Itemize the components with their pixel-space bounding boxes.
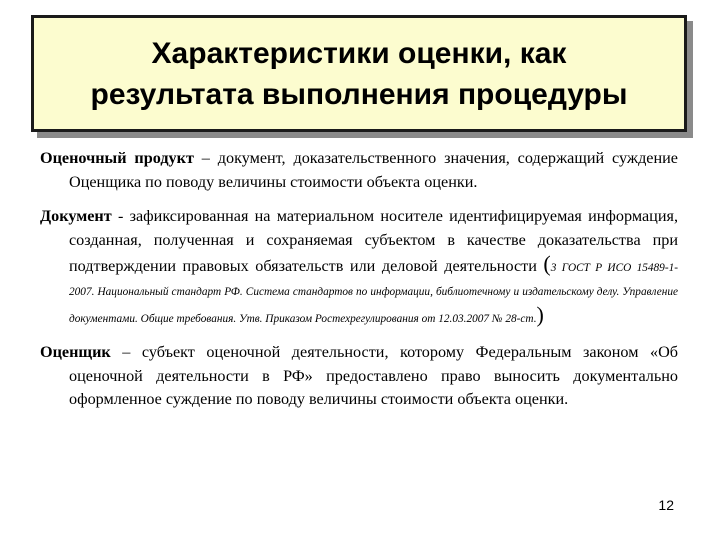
definition-term: Оценочный продукт [40,149,194,167]
page-number: 12 [658,497,674,513]
definition-text: - зафиксированная на материальном носителе идентифицируемая информация, созданная, полученная и сохраняемая субъектом в качестве доказательства при подтверждении правовых обязательств или деловой деятельности [69,207,678,275]
definition-document [40,205,678,330]
definition-appraiser [40,341,678,412]
definition-evaluation-product [40,147,678,194]
definition-text: – документ, доказательственного значения, содержащий суждение Оценщика по поводу величины стоимости объекта оценки. [69,149,678,191]
citation-text: 3 ГОСТ Р ИСО 15489-1-2007. Национальный стандарт РФ. Система стандартов по информации, библиотечному и издательскому делу. Управление документами. Общие требования. Утв. Приказом Ростехрегулирования от 12.03.2007 № 28-ст. [69,262,678,325]
title-box [31,15,687,132]
citation-open-paren: ( [543,251,551,276]
citation-close-paren: ) [536,302,544,327]
definition-term: Оценщик [40,343,111,361]
slide-title: Характеристики оценки, как результата выполнения процедуры [90,36,628,111]
definitions-list [40,147,678,423]
definition-term: Документ [40,207,112,225]
definition-text: – субъект оценочной деятельности, которому Федеральным законом «Об оценочной деятельности в РФ» предоставлено право выносить документально оформленное суждение по поводу величины стоимости объекта оценки. [69,343,678,408]
